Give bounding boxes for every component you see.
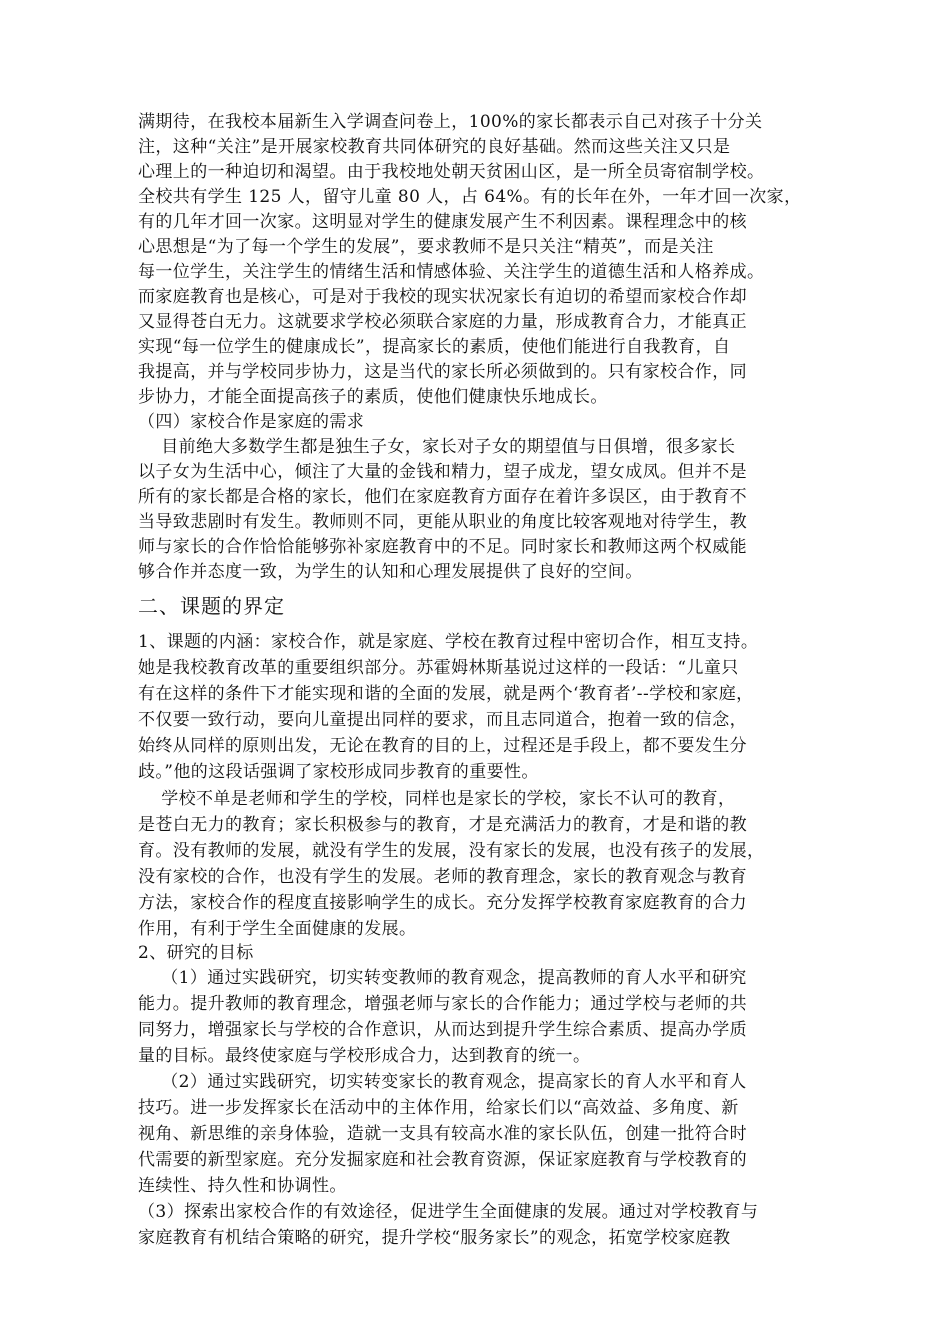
section-heading: 二、课题的界定 xyxy=(138,594,285,618)
paragraph-line: 学校不单是老师和学生的学校，同样也是家长的学校，家长不认可的教育， xyxy=(138,789,736,809)
paragraph-line: 量的目标。最终使家庭与学校形成合力，达到教育的统一。 xyxy=(138,1046,591,1066)
paragraph-line: 心思想是“为了每一个学生的发展”，要求教师不是只关注“精英”，而是关注 xyxy=(138,237,714,257)
paragraph-line: 视角、新思维的亲身体验，造就一支具有较高水准的家长队伍，创建一批符合时 xyxy=(138,1124,747,1144)
paragraph-line: 以子女为生活中心，倾注了大量的金钱和精力，望子成龙，望女成凤。但并不是 xyxy=(138,462,747,482)
subsection-title: （四）家校合作是家庭的需求 xyxy=(138,412,365,432)
paragraph-line: 够合作并态度一致，为学生的认知和心理发展提供了良好的空间。 xyxy=(138,562,643,582)
paragraph-line: 连续性、持久性和协调性。 xyxy=(138,1176,347,1196)
paragraph-line: 能力。提升教师的教育理念，增强老师与家长的合作能力；通过学校与老师的共 xyxy=(138,994,747,1014)
paragraph-line: 技巧。进一步发挥家长在活动中的主体作用，给家长们以“高效益、多角度、新 xyxy=(138,1098,739,1118)
paragraph-line: 她是我校教育改革的重要组织部分。苏霍姆林斯基说过这样的一段话：“儿童只 xyxy=(138,658,739,678)
paragraph-line: 目前绝大多数学生都是独生子女，家长对子女的期望值与日俱增，很多家长 xyxy=(138,437,736,457)
paragraph-line: 育。没有教师的发展，就没有学生的发展，没有家长的发展，也没有孩子的发展， xyxy=(138,841,765,861)
paragraph-line: 而家庭教育也是核心，可是对于我校的现实状况家长有迫切的希望而家校合作却 xyxy=(138,287,747,307)
paragraph-line: （3）探索出家校合作的有效途径，促进学生全面健康的发展。通过对学校教育与 xyxy=(138,1202,759,1222)
paragraph-line: 全校共有学生 125 人，留守儿童 80 人，占 64%。有的长年在外，一年才回一次家， xyxy=(138,187,802,207)
item-title: 2、研究的目标 xyxy=(138,943,254,963)
paragraph-line: 步协力，才能全面提高孩子的素质，使他们健康快乐地成长。 xyxy=(138,387,608,407)
paragraph-line: （2）通过实践研究，切实转变家长的教育观念，提高家长的育人水平和育人 xyxy=(138,1072,747,1092)
paragraph-line: 每一位学生，关注学生的情绪生活和情感体验、关注学生的道德生活和人格养成。 xyxy=(138,262,765,282)
paragraph-line: 方法，家校合作的程度直接影响学生的成长。充分发挥学校教育家庭教育的合力 xyxy=(138,893,747,913)
paragraph-line: 代需要的新型家庭。充分发掘家庭和社会教育资源，保证家庭教育与学校教育的 xyxy=(138,1150,747,1170)
paragraph-line: 没有家校的合作，也没有学生的发展。老师的教育理念，家长的教育观念与教育 xyxy=(138,867,747,887)
paragraph-line: 心理上的一种迫切和渴望。由于我校地处朝天贫困山区，是一所全员寄宿制学校。 xyxy=(138,162,765,182)
paragraph-line: 不仅要一致行动，要向儿童提出同样的要求，而且志同道合，抱着一致的信念， xyxy=(138,710,747,730)
paragraph-line: 满期待，在我校本届新生入学调查问卷上，100%的家长都表示自己对孩子十分关 xyxy=(138,112,763,132)
paragraph-line: 所有的家长都是合格的家长，他们在家庭教育方面存在着许多误区，由于教育不 xyxy=(138,487,747,507)
paragraph-line: 1、课题的内涵：家校合作，就是家庭、学校在教育过程中密切合作，相互支持。 xyxy=(138,632,759,652)
paragraph-line: 家庭教育有机结合策略的研究，提升学校“服务家长”的观念，拓宽学校家庭教 xyxy=(138,1228,731,1248)
paragraph-line: 同努力，增强家长与学校的合作意识，从而达到提升学生综合素质、提高办学质 xyxy=(138,1020,747,1040)
paragraph-line: 注，这种“关注”是开展家校教育共同体研究的良好基础。然而这些关注又只是 xyxy=(138,137,731,157)
paragraph-line: 又显得苍白无力。这就要求学校必须联合家庭的力量，形成教育合力，才能真正 xyxy=(138,312,747,332)
paragraph-line: （1）通过实践研究，切实转变教师的教育观念，提高教师的育人水平和研究 xyxy=(138,968,747,988)
paragraph-line: 歧。”他的这段话强调了家校形成同步教育的重要性。 xyxy=(138,762,539,782)
paragraph-line: 作用，有利于学生全面健康的发展。 xyxy=(138,919,417,939)
paragraph-line: 有在这样的条件下才能实现和谐的全面的发展，就是两个‘教育者’--学校和家庭， xyxy=(138,684,754,704)
paragraph-line: 当导致悲剧时有发生。教师则不同，更能从职业的角度比较客观地对待学生，教 xyxy=(138,512,747,532)
paragraph-line: 有的几年才回一次家。这明显对学生的健康发展产生不利因素。课程理念中的核 xyxy=(138,212,747,232)
paragraph-line: 始终从同样的原则出发，无论在教育的目的上，过程还是手段上，都不要发生分 xyxy=(138,736,747,756)
paragraph-line: 师与家长的合作恰恰能够弥补家庭教育中的不足。同时家长和教师这两个权威能 xyxy=(138,537,747,557)
paragraph-line: 实现“每一位学生的健康成长”，提高家长的素质，使他们能进行自我教育，自 xyxy=(138,337,731,357)
paragraph-line: 是苍白无力的教育；家长积极参与的教育，才是充满活力的教育，才是和谐的教 xyxy=(138,815,747,835)
paragraph-line: 我提高，并与学校同步协力，这是当代的家长所必须做到的。只有家校合作，同 xyxy=(138,362,747,382)
